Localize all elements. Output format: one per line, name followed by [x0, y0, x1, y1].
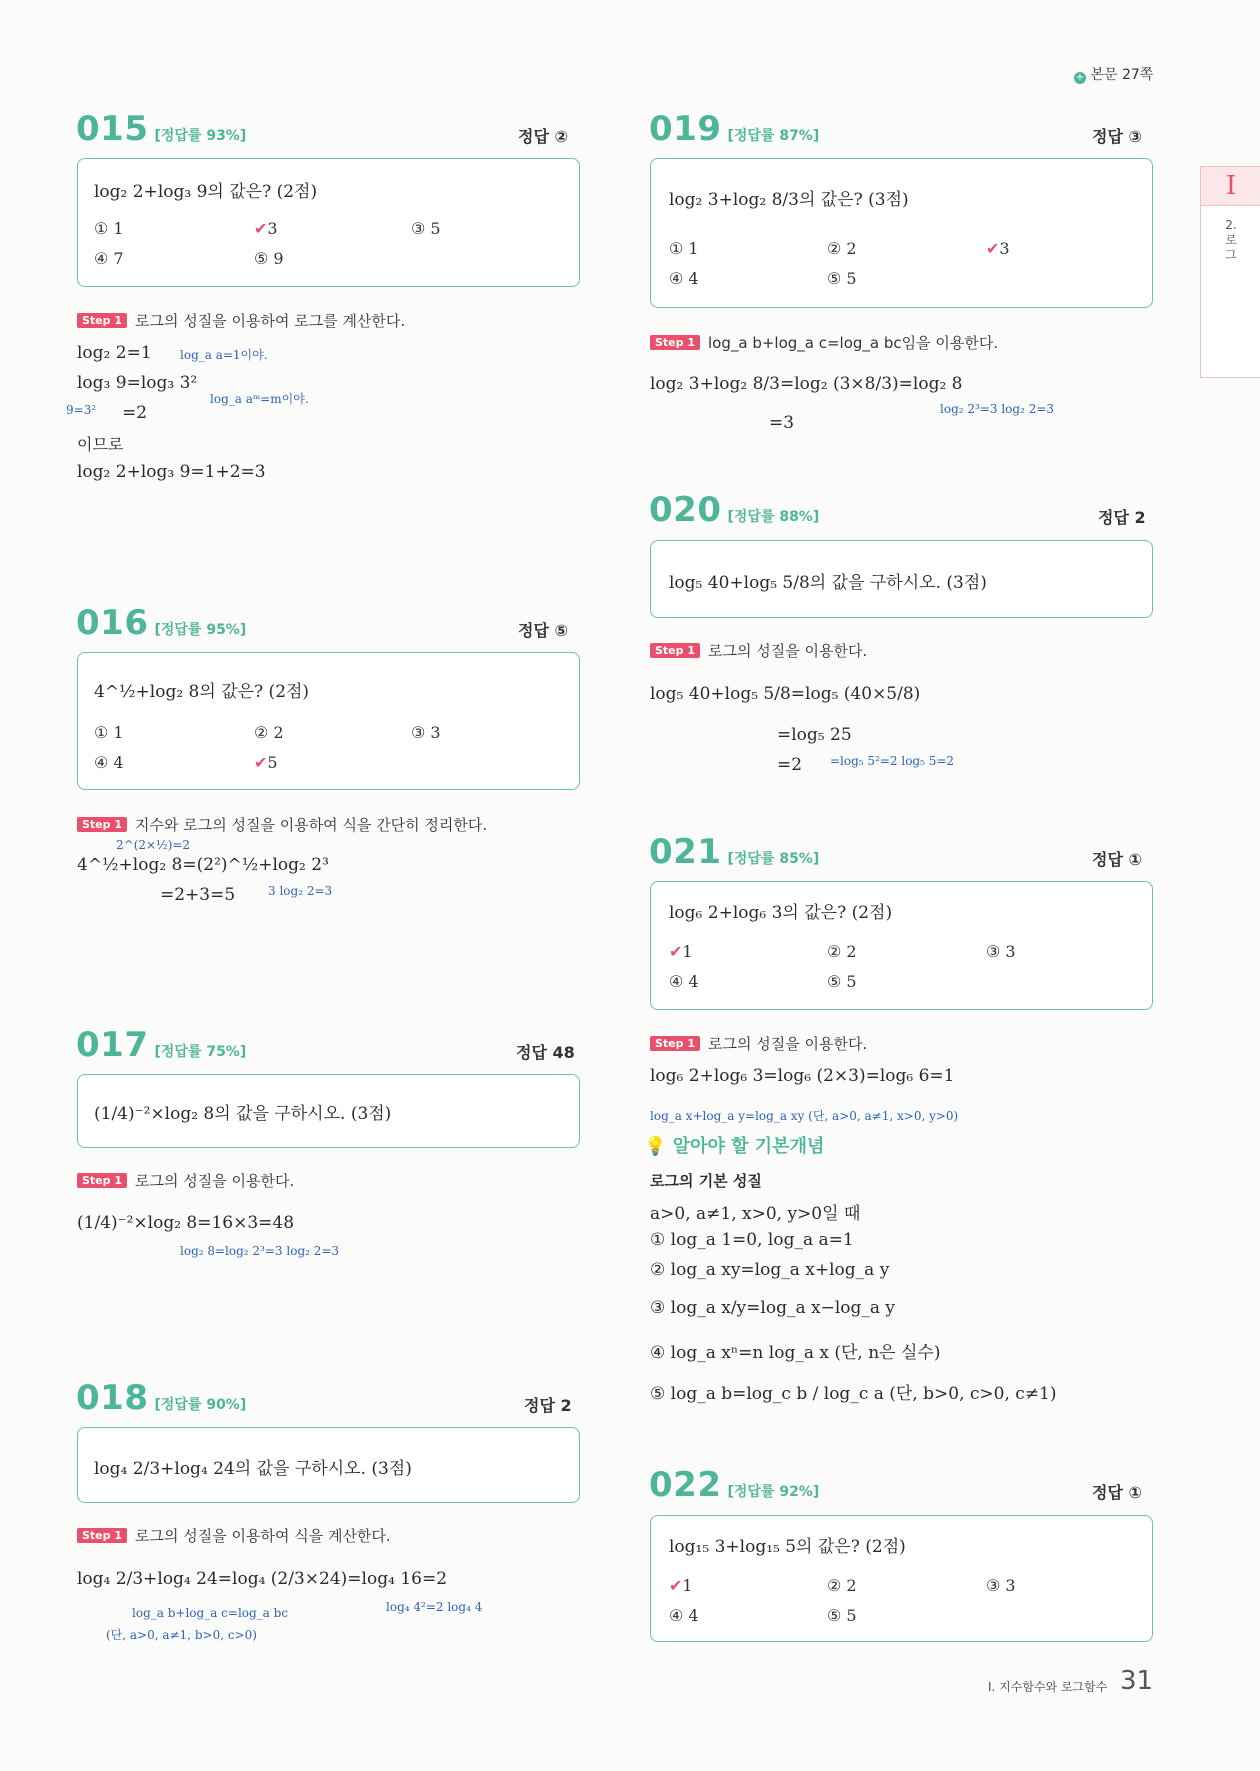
- checkmark-icon: ✔: [669, 1576, 683, 1595]
- problem-018-header: [76, 1378, 247, 1418]
- concept-line: ④ log_a xⁿ=n log_a x (단, n은 실수): [650, 1343, 941, 1363]
- solution-line: 4^½+log₂ 8=(2²)^½+log₂ 2³: [77, 855, 329, 875]
- choice-5[interactable]: ⑤ 5: [827, 269, 857, 288]
- step-badge: Step 1: [650, 643, 700, 658]
- accuracy-rate: [정답률 93%]: [154, 128, 247, 144]
- problem-015-step: [77, 310, 405, 331]
- choice-3[interactable]: ③ 3: [986, 1576, 1016, 1595]
- step-text: 로그의 성질을 이용하여 로그를 계산한다.: [135, 312, 406, 330]
- solution-note: log_a a=1이야.: [180, 348, 268, 362]
- problem-019-box: [650, 158, 1153, 308]
- checkmark-icon: ✔: [254, 753, 268, 772]
- problem-number: 016: [76, 603, 149, 643]
- concept-line: ① log_a 1=0, log_a a=1: [650, 1230, 854, 1250]
- solution-line: =2+3=5: [160, 885, 236, 905]
- choice-4[interactable]: ④ 7: [94, 249, 124, 268]
- choice-4[interactable]: ④ 4: [669, 972, 699, 991]
- problem-018-box: [77, 1427, 580, 1503]
- question-text: 4^½+log₂ 8의 값은? (2점): [94, 682, 310, 702]
- choice-1[interactable]: ① 1: [669, 239, 699, 258]
- checkmark-icon: ✔: [669, 942, 683, 961]
- choice-2[interactable]: ② 2: [827, 1576, 857, 1595]
- problem-020-answer: 정답 2: [1098, 508, 1146, 527]
- solution-note: 2^(2×½)=2: [116, 838, 191, 852]
- question-text: (1/4)⁻²×log₂ 8의 값을 구하시오. (3점): [94, 1104, 392, 1124]
- question-text: log₂ 3+log₂ 8/3의 값은? (3점): [669, 190, 909, 210]
- chapter-tab[interactable]: [1200, 166, 1260, 378]
- step-text: log_a b+log_a c=log_a bc임을 이용한다.: [708, 334, 999, 352]
- problem-019-header: [649, 109, 820, 149]
- problem-number: 015: [76, 109, 149, 149]
- problem-020-box: [650, 540, 1153, 618]
- concept-subtitle: 로그의 기본 성질: [650, 1172, 762, 1190]
- concept-line: ⑤ log_a b=log_c b / log_c a (단, b>0, c>0, c≠1): [650, 1384, 1057, 1404]
- problem-018-answer: 정답 2: [524, 1396, 572, 1415]
- problem-015-header: [76, 109, 247, 149]
- problem-number: 018: [76, 1378, 149, 1418]
- question-text: log₅ 40+log₅ 5/8의 값을 구하시오. (3점): [669, 573, 987, 593]
- step-badge: Step 1: [650, 335, 700, 350]
- choice-1[interactable]: ✔1: [669, 942, 693, 961]
- solution-line: log₃ 9=log₃ 3²: [77, 373, 198, 393]
- problem-number: 021: [649, 832, 722, 872]
- accuracy-rate: [정답률 92%]: [727, 1484, 820, 1500]
- page-number: 31: [1120, 1666, 1154, 1696]
- problem-016-box: [77, 652, 580, 790]
- step-text: 로그의 성질을 이용하여 식을 계산한다.: [135, 1527, 391, 1545]
- step-badge: Step 1: [650, 1036, 700, 1051]
- checkmark-icon: ✔: [254, 219, 268, 238]
- step-badge: Step 1: [77, 313, 127, 328]
- accuracy-rate: [정답률 75%]: [154, 1044, 247, 1060]
- solution-note: log_a x+log_a y=log_a xy (단, a>0, a≠1, x>0, y>0): [650, 1109, 959, 1123]
- step-badge: Step 1: [77, 817, 127, 832]
- problem-022-answer: 정답 ①: [1092, 1483, 1143, 1502]
- solution-line: 이므로: [77, 435, 124, 454]
- solution-note: 9=3²: [66, 403, 97, 417]
- problem-017-header: [76, 1025, 247, 1065]
- chapter-name: 2. 로 그: [1225, 218, 1237, 262]
- step-text: 지수와 로그의 성질을 이용하여 식을 간단히 정리한다.: [135, 816, 488, 834]
- choice-3[interactable]: ③ 3: [986, 942, 1016, 961]
- solution-note: log_a aᵐ=m이야.: [210, 392, 309, 406]
- question-text: log₆ 2+log₆ 3의 값은? (2점): [669, 903, 893, 923]
- chapter-roman: I: [1201, 167, 1260, 206]
- footer-section: I. 지수함수와 로그함수: [988, 1680, 1108, 1694]
- concept-line: a>0, a≠1, x>0, y>0일 때: [650, 1204, 861, 1224]
- solution-line: =log₅ 25: [777, 725, 852, 745]
- problem-021-box: [650, 881, 1153, 1010]
- step-text: 로그의 성질을 이용한다.: [708, 1035, 868, 1053]
- choice-4[interactable]: ④ 4: [94, 753, 124, 772]
- accuracy-rate: [정답률 88%]: [727, 509, 820, 525]
- problem-016-step: [77, 814, 487, 835]
- problem-021-header: [649, 832, 820, 872]
- accuracy-rate: [정답률 85%]: [727, 851, 820, 867]
- problem-019-step: [650, 332, 998, 353]
- problem-017-answer: 정답 48: [516, 1043, 575, 1062]
- solution-line: log₅ 40+log₅ 5/8=log₅ (40×5/8): [650, 684, 921, 704]
- step-badge: Step 1: [77, 1528, 127, 1543]
- choice-1[interactable]: ① 1: [94, 723, 124, 742]
- solution-note: 3 log₂ 2=3: [268, 884, 333, 898]
- step-text: 로그의 성질을 이용한다.: [708, 642, 868, 660]
- circle-plus-icon: +: [1075, 72, 1085, 83]
- choice-1[interactable]: ✔1: [669, 1576, 693, 1595]
- choice-5[interactable]: ⑤ 5: [827, 972, 857, 991]
- choice-5[interactable]: ✔5: [254, 753, 278, 772]
- choice-2[interactable]: ② 2: [254, 723, 284, 742]
- solution-note: =log₅ 5²=2 log₅ 5=2: [830, 754, 955, 768]
- solution-line: log₆ 2+log₆ 3=log₆ (2×3)=log₆ 6=1: [650, 1066, 955, 1086]
- problem-017-step: [77, 1170, 294, 1191]
- choice-3[interactable]: ✔3: [986, 239, 1010, 258]
- solution-note: (단, a>0, a≠1, b>0, c>0): [106, 1628, 257, 1642]
- concept-line: ③ log_a x/y=log_a x−log_a y: [650, 1298, 896, 1318]
- choice-5[interactable]: ⑤ 9: [254, 249, 284, 268]
- step-badge: Step 1: [77, 1173, 127, 1188]
- solution-line: =3: [769, 413, 795, 433]
- choice-4[interactable]: ④ 4: [669, 269, 699, 288]
- concept-title: 💡 알아야 할 기본개념: [644, 1136, 825, 1157]
- lightbulb-icon: 💡: [644, 1136, 667, 1157]
- solution-line: =2: [777, 755, 803, 775]
- accuracy-rate: [정답률 95%]: [154, 622, 247, 638]
- choice-2[interactable]: ② 2: [827, 239, 857, 258]
- problem-017-box: [77, 1074, 580, 1148]
- problem-021-answer: 정답 ①: [1092, 850, 1143, 869]
- solution-line: (1/4)⁻²×log₂ 8=16×3=48: [77, 1213, 295, 1233]
- problem-015-answer: 정답 ②: [518, 127, 569, 146]
- problem-number: 017: [76, 1025, 149, 1065]
- problem-019-answer: 정답 ③: [1092, 127, 1143, 146]
- page-ref: + 본문 27쪽: [1075, 67, 1154, 83]
- choice-4[interactable]: ④ 4: [669, 1606, 699, 1625]
- solution-note: log₂ 8=log₂ 2³=3 log₂ 2=3: [180, 1244, 340, 1258]
- problem-number: 019: [649, 109, 722, 149]
- problem-018-step: [77, 1525, 391, 1546]
- problem-022-header: [649, 1465, 820, 1505]
- checkmark-icon: ✔: [986, 239, 1000, 258]
- problem-020-step: [650, 640, 867, 661]
- solution-line: log₂ 2+log₃ 9=1+2=3: [77, 462, 266, 482]
- problem-016-answer: 정답 ⑤: [518, 621, 569, 640]
- solution-line: log₂ 3+log₂ 8/3=log₂ (3×8/3)=log₂ 8: [650, 374, 963, 394]
- step-text: 로그의 성질을 이용한다.: [135, 1172, 295, 1190]
- choice-3[interactable]: ③ 5: [411, 219, 441, 238]
- problem-number: 022: [649, 1465, 722, 1505]
- solution-note: log_a b+log_a c=log_a bc: [132, 1606, 289, 1620]
- question-text: log₄ 2/3+log₄ 24의 값을 구하시오. (3점): [94, 1459, 412, 1479]
- solution-note: log₂ 2³=3 log₂ 2=3: [940, 402, 1055, 416]
- choice-5[interactable]: ⑤ 5: [827, 1606, 857, 1625]
- problem-016-header: [76, 603, 247, 643]
- problem-number: 020: [649, 490, 722, 530]
- choice-2[interactable]: ② 2: [827, 942, 857, 961]
- concept-line: ② log_a xy=log_a x+log_a y: [650, 1260, 890, 1280]
- solution-line: =2: [122, 403, 148, 423]
- problem-022-box: [650, 1515, 1153, 1642]
- solution-line: log₄ 2/3+log₄ 24=log₄ (2/3×24)=log₄ 16=2: [77, 1569, 448, 1589]
- problem-015-box: [77, 158, 580, 287]
- accuracy-rate: [정답률 87%]: [727, 128, 820, 144]
- choice-3[interactable]: ③ 3: [411, 723, 441, 742]
- solution-note: log₄ 4²=2 log₄ 4: [386, 1600, 483, 1614]
- choice-2[interactable]: ✔3: [254, 219, 278, 238]
- problem-020-header: [649, 490, 820, 530]
- question-text: log₂ 2+log₃ 9의 값은? (2점): [94, 182, 318, 202]
- accuracy-rate: [정답률 90%]: [154, 1397, 247, 1413]
- solution-line: log₂ 2=1: [77, 343, 152, 363]
- choice-1[interactable]: ① 1: [94, 219, 124, 238]
- problem-021-step: [650, 1033, 867, 1054]
- question-text: log₁₅ 3+log₁₅ 5의 값은? (2점): [669, 1537, 906, 1557]
